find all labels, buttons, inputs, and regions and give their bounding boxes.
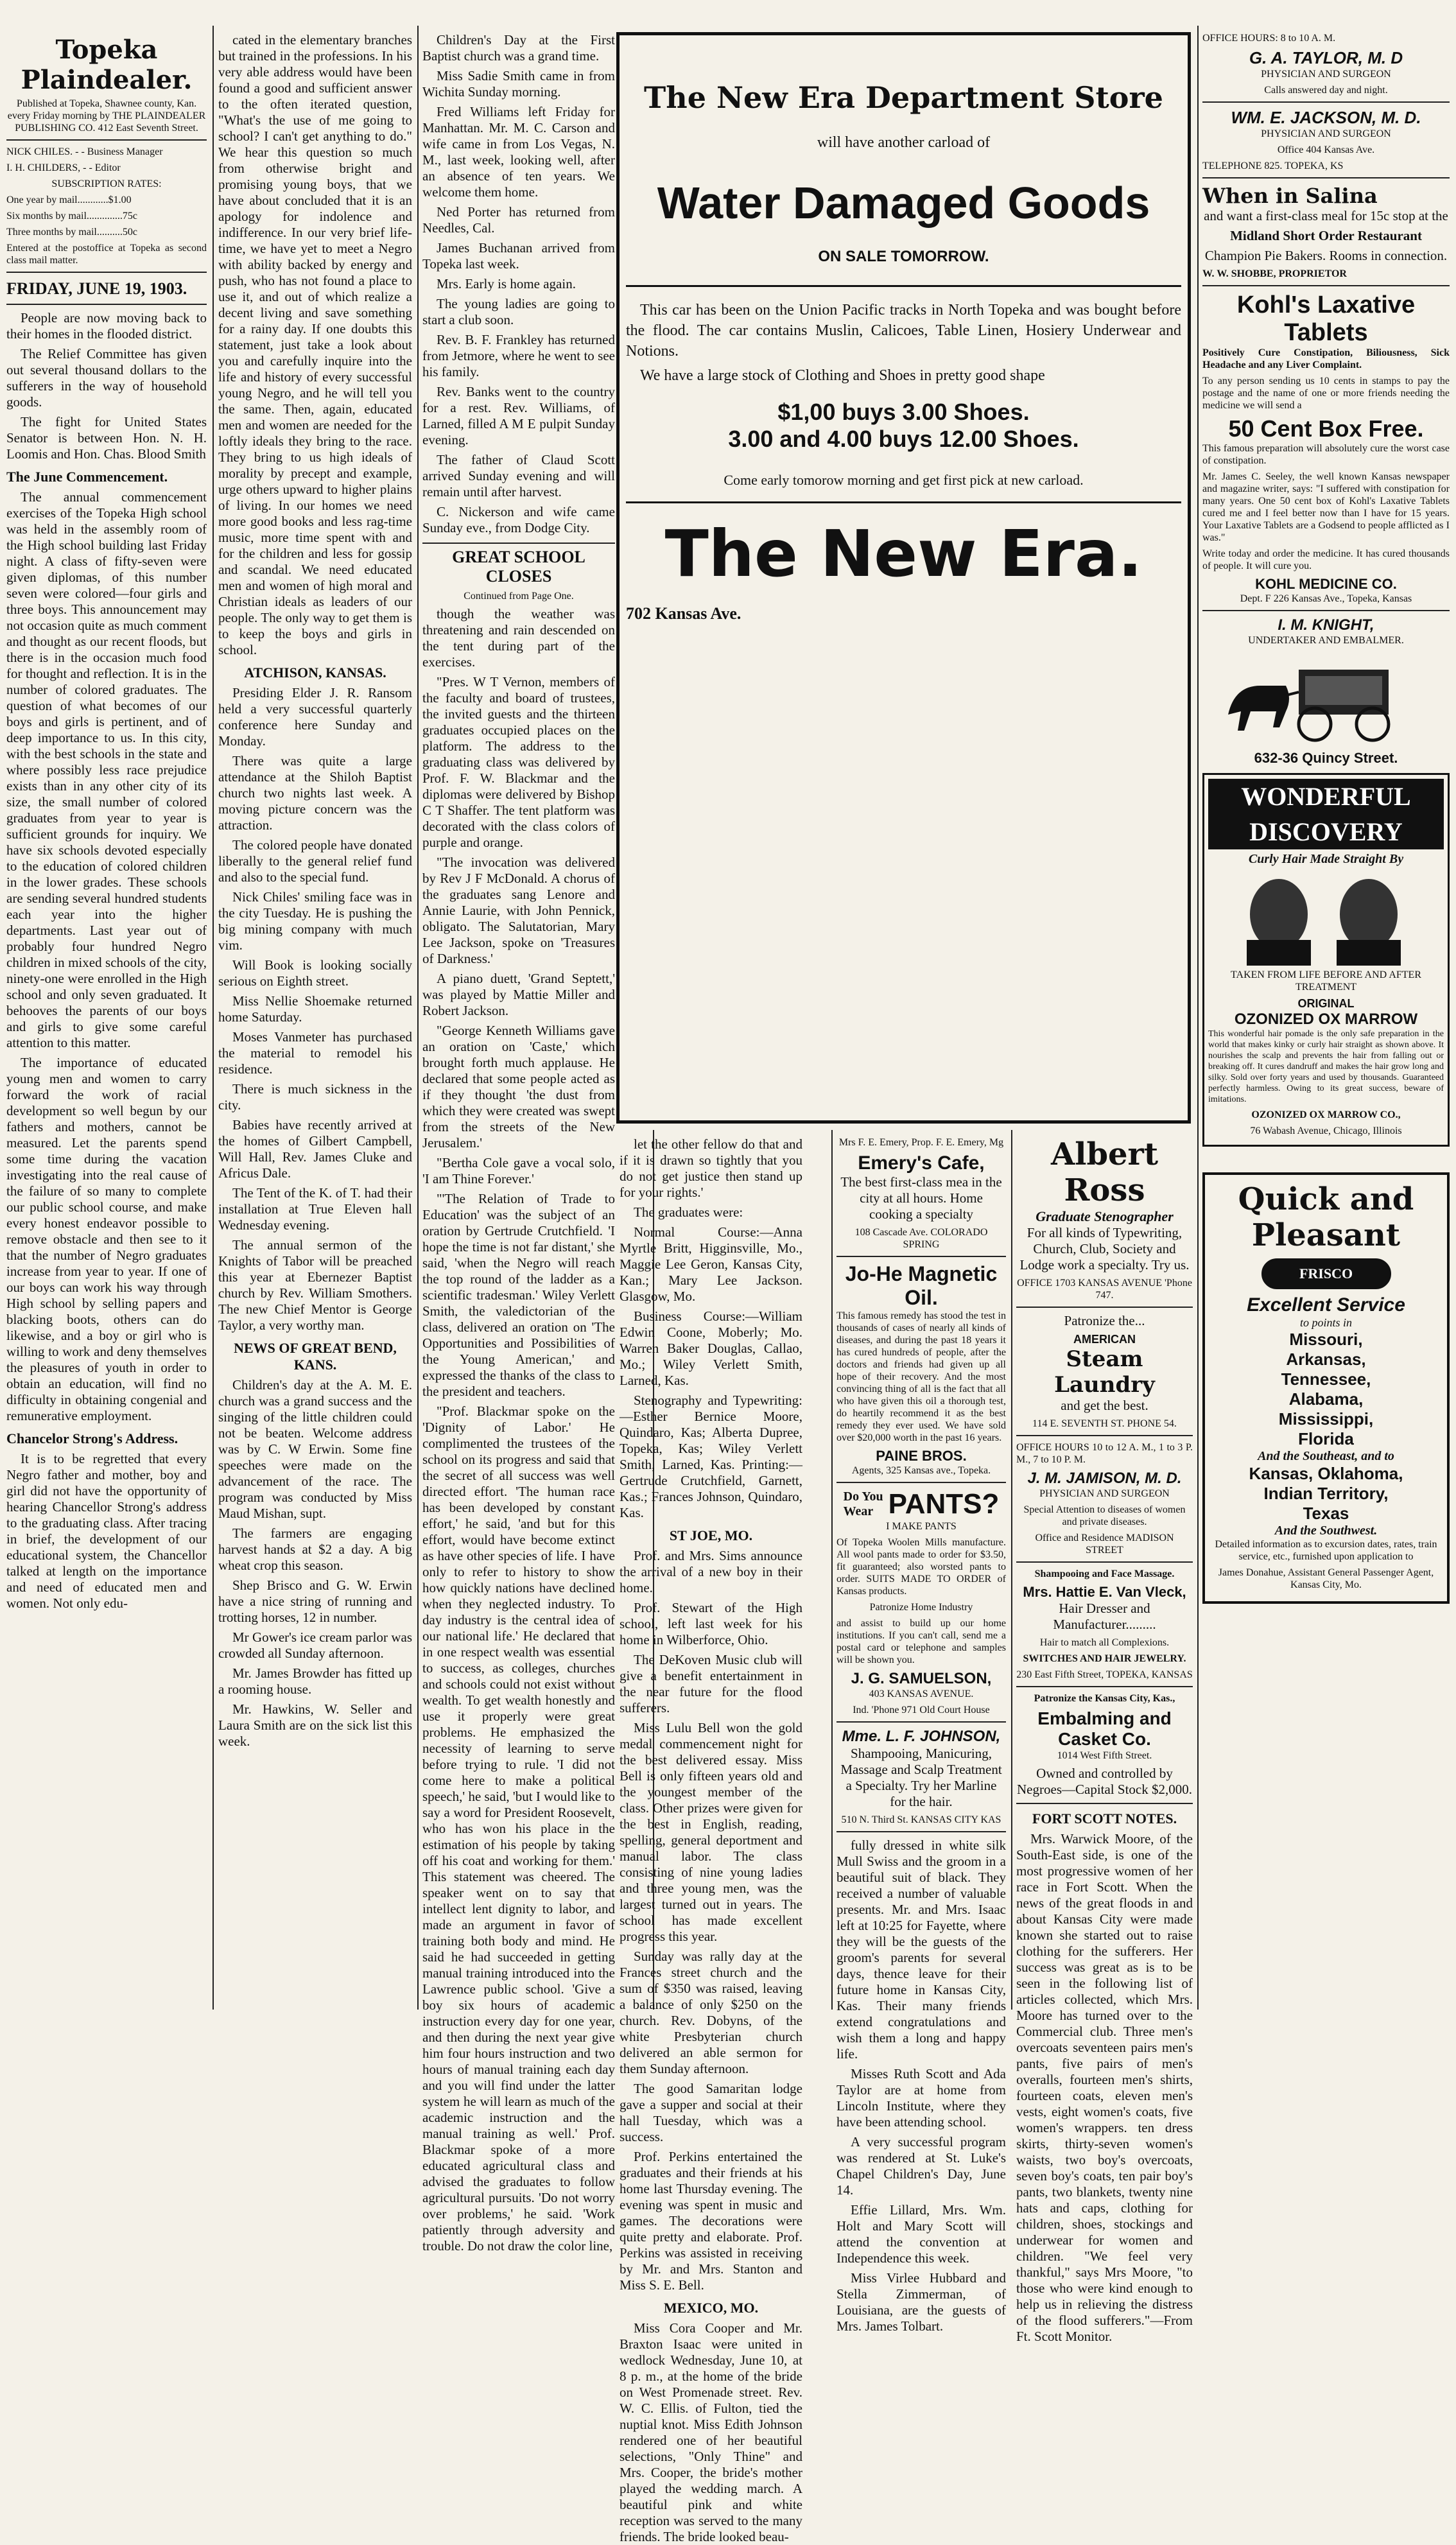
salina-proprietor: W. W. SHOBBE, PROPRIETOR (1202, 268, 1347, 279)
ad-subtitle: will have another carload of (817, 134, 991, 151)
article-paragraph: Prof. Stewart of the High school, left last week for his home in Wilberforce, Ohio. (620, 1600, 802, 1647)
jackson-telephone: TELEPHONE 825. TOPEKA, KS (1202, 161, 1344, 171)
ox-marrow-title: OZONIZED OX MARROW (1234, 1011, 1418, 1028)
section-heading: GREAT SCHOOL CLOSES (422, 543, 615, 586)
article-paragraph: Miss Lulu Bell won the gold medal commencement night for the best delivered essay. Miss Bell is only fifteen years old and the youngest member of the class. Other prizes were given for the best in English, reading, spelling, general deportment and manual labor. The class consisting of nine young ladies and three young men, was the largest turned out in years. The school has made excellent progress this year. (620, 1720, 802, 1944)
article-paragraph: The good Samaritan lodge gave a supper and social at their hall Tuesday, which was a success. (620, 2081, 802, 2144)
article-paragraph: Miss Virlee Hubbard and Stella Zimmerman, of Louisiana, are the guests of Mrs. James Tolbart. (836, 2270, 1006, 2334)
article-paragraph: The fight for United States Senator is between Hon. N. H. Loomis and Hon. Chas. Blood Smith (6, 414, 207, 462)
patronize-home: Patronize Home Industry (869, 1602, 973, 1613)
vanvleck-name: Mrs. Hattie E. Van Vleck, (1023, 1584, 1186, 1600)
kohl-title: Kohl's Laxative Tablets (1236, 291, 1416, 346)
kohl-address: Dept. F 226 Kansas Ave., Topeka, Kansas (1240, 593, 1412, 604)
column-4 (620, 1136, 802, 2544)
frisco-state: Missouri, (1289, 1330, 1363, 1349)
frisco-service: Excellent Service (1247, 1294, 1405, 1316)
article-paragraph: Prof. Perkins entertained the graduates and their friends at his home last Thursday evening. The evening was spent in music and games. The decorations were quite pretty and elaborate. Prof. Perkins was assisted in receiving by Mr. and Mrs. Stanton and Miss S. E. Bell. (620, 2149, 802, 2293)
frisco-state: Texas (1303, 1504, 1349, 1523)
column-1 (6, 32, 207, 2010)
column-6 (1016, 1136, 1193, 2344)
article-paragraph: Normal Course:—Anna Myrtle Britt, Higginsville, Mo., Maggie Lee Geron, Kansas City, Kan.; Mary Lee Jackson. Glasgow, Mo. (620, 1224, 802, 1304)
article-paragraph: Mr. James Browder has fitted up a rooming house. (218, 1665, 412, 1697)
article-paragraph: Miss Cora Cooper and Mr. Braxton Isaac were united in wedlock Wednesday, June 10, at 8 p. m., at the home of the bride on West Promenade street. Rev. W. C. Ellis. of Fulton, tied the nuptial knot. Miss Edith Johnson rendered one of her beautiful selections, "Only Thine" and Mrs. Cooper, the bride's mother played the wedding march. A beautiful pink and white reception was served to the many friends. The bride looked beau- (620, 2320, 802, 2544)
article-paragraph: The importance of educated young men and women to carry forward the work of racial development so well begun by our fathers and mothers, cannot be measured. Let the parents spend some time during the vacation investigating into the real cause of the failure of so many to complete our public school course, and make every honest endeavor possible to remove obstacle and then see to it that the number of Negro graduates increase from year to year. If one of our boys can work his way through High school by selling papers and blacking boots, others can do likewise, and a boy or girl who is willing to work and deny themselves the pleasures of youth in order to obtain an education, will find no difficulty in obtaining congenial and remunerative employment. (6, 1055, 207, 1423)
article-paragraph: Mr Gower's ice cream parlor was crowded all Sunday afternoon. (218, 1629, 412, 1661)
article-paragraph: Stenography and Typewriting:—Esther Bernice Moore, Quindaro, Kas; Alberta Dupree, Topeka, Kas; Wiley Verlett Smith, Larned, Kas. Printing:—Gertrude Crutchfield, Garnett, Kas.; Frances Johnson, Quindaro, Kas. (620, 1393, 802, 1520)
section-heading: The June Commencement. (6, 469, 168, 485)
albert-ross-sub: Graduate Stenographer (1036, 1208, 1174, 1224)
article-paragraph: The graduates were: (634, 1204, 743, 1220)
salina-restaurant: Midland Short Order Restaurant (1230, 228, 1422, 243)
taylor-sub: PHYSICIAN AND SURGEON (1261, 69, 1391, 80)
article-paragraph: Will Book is looking socially serious on Eighth street. (218, 957, 412, 989)
knight-name: I. M. KNIGHT, (1278, 616, 1374, 634)
emery-cafe-title: Emery's Cafe, (858, 1152, 985, 1174)
article-paragraph: Rev. Banks went to the country for a rest. Rev. Williams, of Larned, filled A M E pulpit Sunday evening. (422, 384, 615, 447)
ad-address: 702 Kansas Ave. (626, 604, 741, 623)
new-era-advertisement (616, 32, 1191, 1124)
article-paragraph: Sunday was rally day at the Frances street church and the sum of $350 was raised, leaving a balance of only $250 on the church. Rev. Dobyns, of the white Presbyterian church delivered an able sermon for them Sunday afternoon. (620, 1949, 802, 2076)
article-paragraph: The annual sermon of the Knights of Tabor will be preached this year at Ebernezer Baptist church by Rev. William Smothers. The new Chief Mentor is George Taylor, a very worthy man. (218, 1237, 412, 1333)
ox-marrow-address: 76 Wabash Avenue, Chicago, Illinois (1250, 1125, 1402, 1136)
discovery-title: DISCOVERY (1208, 814, 1444, 849)
ad-headline: Water Damaged Goods (657, 178, 1150, 228)
frisco-info: Detailed information as to excursion dates, rates, train service, etc., furnished upon application to (1215, 1539, 1437, 1562)
article-paragraph: Moses Vanmeter has purchased the material to remodel his residence. (218, 1029, 412, 1077)
pants-body: and assist to build up our home institutions. If you can't call, send me a postal card or telephone and samples will be shown you. (836, 1618, 1006, 1665)
column-2 (218, 32, 412, 2010)
curly-hair-line: Curly Hair Made Straight By (1248, 852, 1404, 866)
paine-bros: PAINE BROS. (876, 1448, 967, 1464)
jamison-address: Office and Residence MADISON STREET (1035, 1533, 1174, 1556)
article-paragraph: though the weather was threatening and rain descended on the tent during part of the exercises. (422, 606, 615, 670)
jamison-name: J. M. JAMISON, M. D. (1027, 1470, 1182, 1487)
laundry-title: Steam Laundry (1054, 1346, 1155, 1398)
vanvleck-address: 230 East Fifth Street, TOPEKA, KANSAS (1016, 1669, 1193, 1680)
article-paragraph: Nick Chiles' smiling face was in the city Tuesday. He is pushing the big mining company with much vim. (218, 889, 412, 953)
issue-date: FRIDAY, JUNE 19, 1903. (6, 279, 187, 298)
article-paragraph: It is to be regretted that every Negro father and mother, boy and girl did not have the opportunity of hearing Chancellor Strong's address to the graduating class. After tracing in brief, the development of our educational system, the Chancellor talked at length on the importance and need of educated men and women. Not only edu- (6, 1451, 207, 1611)
article-paragraph: Fred Williams left Friday for Manhattan. Mr. M. C. Carson and wife came in from Los Vegas, N. M., last week, looking well, after an absence of ten years. We welcome them home. (422, 104, 615, 200)
samuelson-phone: Ind. 'Phone 971 Old Court House (853, 1705, 990, 1715)
albert-ross-body: For all kinds of Typewriting, Church, Club, Society and Lodge work a specialty. Try us. (1019, 1225, 1190, 1272)
kohl-body: Write today and order the medicine. It has cured thousands of people. It will cure you. (1202, 548, 1450, 571)
article-paragraph: Shep Brisco and G. W. Erwin have a nice string of running and trotting horses, 12 in number. (218, 1577, 412, 1625)
section-heading: ST JOE, MO. (669, 1527, 753, 1543)
kohl-body: Mr. James C. Seeley, the well known Kansas newspaper and magazine writer, says: "I suffered with constipation for many years. One 50 cent box of Kohl's Laxative Tablets cured me and I feel better now than I have for 15 years. Your Laxative Tablets are a Godsend to people afflicted as I was." (1202, 471, 1450, 543)
frisco-southwest: And the Southwest. (1274, 1524, 1378, 1538)
office-hours: OFFICE HOURS 10 to 12 A. M., 1 to 3 P. M., 7 to 10 P. M. (1016, 1442, 1193, 1465)
taylor-name: G. A. TAYLOR, M. D (1249, 48, 1403, 67)
article-paragraph: People are now moving back to their homes in the flooded district. (6, 310, 207, 342)
article-paragraph: "Bertha Cole gave a vocal solo, 'I am Thine Forever.' (422, 1155, 615, 1186)
article-paragraph: Miss Sadie Smith came in from Wichita Sunday morning. (422, 68, 615, 100)
kohl-body: This famous preparation will absolutely cure the worst case of constipation. (1202, 443, 1450, 466)
salina-title: When in Salina (1202, 184, 1378, 208)
masthead-title: Topeka Plaindealer. (21, 35, 193, 95)
pants-make: I MAKE PANTS (886, 1521, 957, 1532)
vanvleck-head: Shampooing and Face Massage. (1034, 1568, 1175, 1579)
staff-editor: I. H. CHILDERS, - - Editor (6, 162, 121, 173)
pants-title: PANTS? (888, 1488, 1000, 1520)
office-hours: OFFICE HOURS: 8 to 10 A. M. (1202, 33, 1336, 44)
kohl-body: Positively Cure Constipation, Biliousness, Sick Headache and any Liver Complaint. (1202, 347, 1450, 370)
johnson-name: Mme. L. F. JOHNSON, (842, 1728, 1001, 1745)
rate-six-months: Six months by mail..............75c (6, 211, 137, 221)
emery-body: The best first-class mea in the city at all hours. Home cooking a specialty (840, 1174, 1002, 1222)
jackson-name: WM. E. JACKSON, M. D. (1231, 108, 1421, 127)
casket-title: Embalming and Casket Co. (1037, 1708, 1172, 1749)
albert-ross-title: Albert Ross (1050, 1136, 1159, 1208)
wonderful-title: WONDERFUL (1208, 779, 1444, 814)
knight-address: 632-36 Quincy Street. (1254, 750, 1398, 766)
original-label: ORIGINAL (1297, 997, 1355, 1010)
article-paragraph: cated in the elementary branches but trained in the professions. In his very able address would have been found a good and sufficient answer to the often iterated question, "What's the use of me going to school? I can't get anything to do." We hear this question so much from otherwise bright and promising young boys, that we have about concluded that it is an apology for indolence and indifference. In our very brief life-time, we have yet to meet a Negro with ability backed by energy and push, who has not found a place to use it, and out of which realize a decent living and save something for a rainy day. If one doubts this statement, just take a look about you and carefully inquire into the life and history of every successful young Negro, and he will tell you the same. Then, again, educated men and women are needed for the loftly ideals they bring to the race. They bring to us high ideals of morality by precept and example, urge others upward to higher plains of living. In our homes we need more good books and less rag-time music, more time spent with and for the children and less for gossip and scandal. We need educated men and women of high moral and Christian ideals as leaders of our people. The only way to get them is to keep the boys and girls in school. (218, 32, 412, 657)
ad-body: We have a large stock of Clothing and Shoes in pretty good shape (640, 367, 1045, 384)
paine-address: Agents, 325 Kansas ave., Topeka. (851, 1465, 991, 1476)
pants-question: Do You Wear (843, 1490, 883, 1518)
frisco-state: Indian Territory, (1263, 1484, 1389, 1503)
samuelson-address: 403 KANSAS AVENUE. (869, 1689, 974, 1699)
kohl-company: KOHL MEDICINE CO. (1255, 576, 1397, 592)
kohl-free-box: 50 Cent Box Free. (1228, 415, 1424, 442)
casket-owned: Owned and controlled by Negroes—Capital Stock $2,000. (1017, 1766, 1192, 1797)
section-heading: ATCHISON, KANSAS. (244, 664, 386, 681)
article-paragraph: Business Course:—William Edwin Coone, Moberly; Mo. Warren Baker Douglas, Callao, Mo.; Wiley Verlett Smith, Larned, Kas. (620, 1308, 802, 1388)
staff-manager: NICK CHILES. - - Business Manager (6, 146, 163, 157)
article-paragraph: Mrs. Warwick Moore, of the South-East side, is one of the most progressive women of her race in Fort Scott. When the news of the great floods in and about Kansas City were made known she started out to raise clothing for the sufferers. Her success was great as is to be seen in the following list of articles collected, which Mrs. Moore has turned over to the Commercial club. Three men's overcoats seventeen pairs men's pants, five pairs of men's overalls, fourteen men's shirts, fourteen coats, eleven men's vests, eight women's coats, five women's wrappers. ten dress skirts, thirty-seven women's waists, two boy's overcoats, seven boy's coats, ten pair boy's pants, two blankets, twenty nine hats and caps, clothing for children, shoes, stockings and underwear for women and children. "We feel very thankful," says Mrs Moore, "to those who were kind enough to help us in relieving the distress of the flood sufferers."—From Ft. Scott Monitor. (1016, 1831, 1193, 2344)
emery-top: Mrs F. E. Emery, Prop. F. E. Emery, Mg (838, 1137, 1004, 1148)
pleasant-title: Pleasant (1251, 1217, 1401, 1253)
emery-address: 108 Cascade Ave. COLORADO SPRING (854, 1227, 988, 1250)
entered-notice: Entered at the postoffice at Topeka as second class mail matter. (6, 243, 207, 266)
article-paragraph: Ned Porter has returned from Needles, Cal. (422, 204, 615, 236)
article-paragraph: The Relief Committee has given out several thousand dollars to the sufferers in the way of household goods. (6, 346, 207, 410)
frisco-logo: FRISCO (1261, 1258, 1391, 1289)
frisco-state: Alabama, (1288, 1389, 1364, 1409)
article-paragraph: James Buchanan arrived from Topeka last week. (422, 240, 615, 272)
frisco-to: to points in (1299, 1316, 1352, 1329)
laundry-address: 114 E. SEVENTH ST. PHONE 54. (1032, 1418, 1177, 1429)
article-paragraph: Misses Ruth Scott and Ada Taylor are at home from Lincoln Institute, where they have been attending school. (836, 2066, 1006, 2130)
frisco-state: Tennessee, (1281, 1369, 1371, 1389)
hearse-carriage-illustration (1202, 650, 1446, 747)
salina-body: Champion Pie Bakers. Rooms in connection. (1204, 248, 1448, 263)
section-heading: NEWS OF GREAT BEND, KANS. (234, 1340, 397, 1373)
taylor-calls: Calls answered day and night. (1264, 85, 1388, 96)
kc-patronize: Patronize the Kansas City, Kas., (1034, 1693, 1175, 1704)
article-paragraph: Presiding Elder J. R. Ransom held a very successful quarterly conference here Sunday and Monday. (218, 685, 412, 749)
frisco-agent: James Donahue, Assistant General Passenger Agent, Kansas City, Mo. (1218, 1567, 1434, 1590)
rate-three-months: Three months by mail..........50c (6, 227, 137, 238)
quick-and-title: Quick and (1238, 1181, 1414, 1217)
section-heading: MEXICO, MO. (663, 2300, 759, 2316)
johe-title: Jo-He Magnetic Oil. (845, 1262, 998, 1309)
ad-logo: The New Era. (664, 516, 1143, 591)
article-paragraph: Children's day at the A. M. E. church was a grand success and the singing of the little children could not be beaten. Welcome address was by C. W Erwin. Some fine speeches were made on the advancement of the race. The program was conducted by Miss Maud Mishan, supt. (218, 1377, 412, 1521)
article-paragraph: There was quite a large attendance at the Shiloh Baptist church two nights last week. A moving picture concern was the attraction. (218, 753, 412, 833)
johnson-body: Shampooing, Manicuring, Massage and Scalp Treatment a Specialty. Try her Marline for the hair. (840, 1746, 1002, 1809)
article-paragraph: The farmers are engaging harvest hands at $2 a day. A big wheat crop this season. (218, 1525, 412, 1573)
vanvleck-switches: SWITCHES AND HAIR JEWELRY. (1023, 1653, 1186, 1664)
frisco-state: Mississippi, (1278, 1409, 1374, 1429)
article-paragraph: Mr. Hawkins, W. Seller and Laura Smith are on the sick list this week. (218, 1701, 412, 1749)
rate-year: One year by mail............$1.00 (6, 195, 132, 205)
vanvleck-sub: Hair Dresser and Manufacturer......... (1053, 1601, 1156, 1632)
albert-ross-office: OFFICE 1703 KANSAS AVENUE 'Phone 747. (1017, 1278, 1192, 1301)
article-paragraph: "George Kenneth Williams gave an oration on 'Caste,' which brought forth much applause. He declared that some people acted as if they thought 'the dust from which they were created was swept from the streets of the New Jerusalem.' (422, 1023, 615, 1151)
knight-sub: UNDERTAKER AND EMBALMER. (1248, 635, 1404, 646)
article-paragraph: Mrs. Early is home again. (437, 276, 576, 291)
vanvleck-match: Hair to match all Complexions. (1039, 1637, 1170, 1648)
photo-caption: TAKEN FROM LIFE BEFORE AND AFTER TREATMENT (1231, 969, 1421, 993)
ad-body: This car has been on the Union Pacific tracks in North Topeka and was bought before the flood. The car contains Muslin, Calicoes, Table Linen, Hosiery Underwear and Notions. (626, 302, 1181, 360)
article-paragraph: The father of Claud Scott arrived Sunday evening and will remain until after harvest. (422, 452, 615, 499)
article-paragraph: Babies have recently arrived at the homes of Gilbert Campbell, Will Hall, Rev. James Cluke and Africus Dale. (218, 1117, 412, 1181)
article-paragraph: fully dressed in white silk Mull Swiss and the groom in a beautiful suit of black. They received a number of valuable presents. Mr. and Mrs. Isaac left at 10:25 for Fayette, where they will be the guests of the groom's parents for several days, thence leave for their future home in Kansas City, Kas. Their many friends extend congratulations and wish them a long and happy life. (836, 1837, 1006, 2062)
section-heading: FORT SCOTT NOTES. (1032, 1811, 1177, 1827)
article-paragraph: Prof. and Mrs. Sims announce the arrival of a new boy in their home. (620, 1548, 802, 1595)
jackson-sub: PHYSICIAN AND SURGEON (1261, 128, 1391, 139)
article-paragraph: Rev. B. F. Frankley has returned from Jetmore, where he went to see his family. (422, 332, 615, 379)
ad-come: Come early tomorow morning and get first pick at new carload. (724, 472, 1084, 488)
article-paragraph: Miss Nellie Shoemake returned home Saturday. (218, 993, 412, 1025)
article-paragraph: Children's Day at the First Baptist church was a grand time. (422, 32, 615, 64)
casket-address: 1014 West Fifth Street. (1057, 1750, 1152, 1761)
column-7 (1202, 32, 1450, 2010)
kohl-send: To any person sending us 10 cents in stamps to pay the postage and the name of one or more friends needing the medicine we will send a (1202, 376, 1450, 411)
jackson-address: Office 404 Kansas Ave. (1277, 144, 1375, 155)
jamison-sub: PHYSICIAN AND SURGEON (1039, 1488, 1170, 1499)
article-paragraph: The Tent of the K. of T. had their installation at True Eleven hall Wednesday evening. (218, 1185, 412, 1233)
article-paragraph: "Prof. Blackmar spoke on the 'Dignity of Labor.' He complimented the trustees of the school on its progress and said that the secret of all success was well directed effort. 'The human race has been developed by constant effort,' he said, 'and but for this effort, would have become extinct as have other species of life. I have only to refer to history to show how quickly nations have declined when they neglected industry. To day industry is the central idea of our national life.' He declared that in one respect wealth was essential to success, as colleges, churches and schools could not exist without wealth. To get wealth honestly and use it properly were great problems. He emphasized the necessity of learning to serve before trying to rule. 'I did not come here to make a political speech,' he said, 'but I would like to say a word for President Roosevelt, who has won his place in the estimation of his people by taking off his coat and working for them.' This statement was cheered. The speaker went on to say that intellect lent dignity to labor, and made an argument in favor of training both body and mind. He said he had succeeded in getting manual training introduced into the Lawrence public school. 'Give a boy six hours of academic instruction every day for one year, and then during the next year give him four hours instruction and two hours of manual training each day and you will find under the latter system he will learn as much of the academic instruction and the manual training as well.' Prof. Blackmar spoke of a more educated agricultural class and advised the graduates to follow agricultural pursuits. 'Do not worry over problems,' he said. 'Work patiently through adversity and trouble. Do not draw the color line, (422, 1403, 615, 2254)
jamison-note: Special Attention to diseases of women and private diseases. (1023, 1504, 1186, 1527)
frisco-state: Arkansas, (1286, 1350, 1366, 1369)
article-paragraph: The young ladies are going to start a club soon. (422, 296, 615, 327)
section-heading: Chancelor Strong's Address. (6, 1430, 178, 1446)
article-paragraph: let the other fellow do that and if it is drawn so tightly that you do not get justice then stand up for your rights.' (620, 1136, 802, 1200)
article-paragraph: The DeKoven Music club will give a benefit entertainment in the near future for the flood sufferers. (620, 1652, 802, 1715)
article-paragraph: "'The Relation of Trade to Education' was the subject of an oration by Gertrude Crutchfield. 'I hope the time is not far distant,' she said, 'when the Negro will reach the top round of the ladder as a scientific tradesman.' Wiley Verlett Smith, the valedictorian of the class, delivered an oration on 'The Opportunities and Possibilities of the Young American,' and expressed the thanks of the class to the president and teachers. (422, 1191, 615, 1399)
article-paragraph: A piano duett, 'Grand Septett,' was played by Mattie Miller and Robert Jackson. (422, 971, 615, 1018)
salina-body: and want a first-class meal for 15c stop at the (1204, 208, 1448, 223)
continued-note: Continued from Page One. (464, 591, 574, 602)
article-paragraph: "Pres. W T Vernon, members of the faculty and board of trustees, the invited guests and the thirteen graduates occupied places on the platform. The address to the graduating class was delivered by Prof. F. W. Blackmar and the diplomas were delivered by Bishop C T Shaffer. The tent platform was decorated with the class colors of purple and orange. (422, 674, 615, 850)
johnson-address: 510 N. Third St. KANSAS CITY KAS (841, 1814, 1001, 1825)
article-paragraph: "The invocation was delivered by Rev J F McDonald. A chorus of the graduates sang Lenore and Annie Laurie, with John Pennick, obligato. The Salutatorian, Mary Lee Jackson, spoke on 'Treasures of Darkness.' (422, 855, 615, 966)
article-paragraph: Effie Lillard, Mrs. Wm. Holt and Mary Scott will attend the convention at Independence this week. (836, 2202, 1006, 2266)
column-3 (422, 32, 615, 2254)
frisco-state: Florida (1298, 1429, 1354, 1448)
frisco-state: Kansas, Oklahoma, (1249, 1464, 1403, 1483)
column-5 (836, 1136, 1006, 2334)
ad-deal: $1,00 buys 3.00 Shoes. (777, 399, 1030, 425)
patronize-label: Patronize the... (1064, 1313, 1145, 1328)
american-label: AMERICAN (1073, 1333, 1136, 1346)
samuelson-name: J. G. SAMUELSON, (851, 1670, 992, 1687)
ad-deal: 3.00 and 4.00 buys 12.00 Shoes. (728, 426, 1079, 452)
ox-marrow-company: OZONIZED OX MARROW CO., (1251, 1109, 1401, 1120)
article-paragraph: The annual commencement exercises of the Topeka High school was held in the assembly room of the High school building last Friday night. A class of fifty-seven were given diplomas, of this number seven were colored—four girls and three boys. This announcement may not occasion quite as much comment and thought as our recent floods, but there is in the occasion much food for thought and reflection. It is in the number of colored graduates. The question of what becomes of our boys and girls is pertinent, and of deep importance to us. In this city, with the best schools in the state and where possibly less race prejudice exists than in any other city of its size, the small number of colored graduates from year to year is sufficient grounds for inquiry. We have six schools devoted especially to the education of colored children in the lower grades. These schools are sending several hundred students each year into the higher departments. Last year out of probably four hundred Negro children in mixed schools of the city, ninety-one were enrolled in the High school and only seven graduated. It behooves the parents of our boys and girls to give some careful attention to this matter. (6, 489, 207, 1050)
frisco-and: And the Southeast, and to (1258, 1449, 1394, 1463)
pants-body: Of Topeka Woolen Mills manufacture. All wool pants made to order for $3.50, fit guaranteed; also worsted pants to order. SUITS MADE TO ORDER of Kansas products. (836, 1537, 1006, 1597)
ad-title: The New Era Department Store (644, 80, 1163, 115)
before-after-portraits (1208, 869, 1439, 966)
laundry-best: and get the best. (1061, 1398, 1148, 1413)
masthead-publisher: Published at Topeka, Shawnee county, Kan. every Friday morning by THE PLAINDEALER PUBLISHING CO. 412 East Seventh Street. (7, 98, 206, 134)
ad-sale: ON SALE TOMORROW. (818, 248, 989, 265)
johe-body: This famous remedy has stood the test in thousands of cases of nearly all kinds of diseases, and during the past 18 years it has cured hundreds of people, after the doctors and friends had given up all hope of their recovery. And the most convincing thing of all is the fact that all who have given this oil a thorough test, do heartily recommend it as the best remedy they ever used. We have sold over $20,000 worth in the past 16 years. (836, 1310, 1006, 1443)
article-paragraph: C. Nickerson and wife came Sunday eve., from Dodge City. (422, 504, 615, 535)
rates-heading: SUBSCRIPTION RATES: (51, 178, 162, 189)
article-paragraph: There is much sickness in the city. (218, 1081, 412, 1113)
article-paragraph: The colored people have donated liberally to the general relief fund and also to the special fund. (218, 837, 412, 885)
ox-marrow-body: This wonderful hair pomade is the only safe preparation in the world that makes kinky or curly hair straight as shown above. It nourishes the scalp and prevents the hair from falling out or breaking off. It cures dandruff and makes the hair grow long and silky. Sold over forty years and used by thousands. Guaranteed perfectly harmless. Owing to its great success, beware of imitations. (1208, 1029, 1444, 1104)
article-paragraph: A very successful program was rendered at St. Luke's Chapel Children's Day, June 14. (836, 2134, 1006, 2198)
